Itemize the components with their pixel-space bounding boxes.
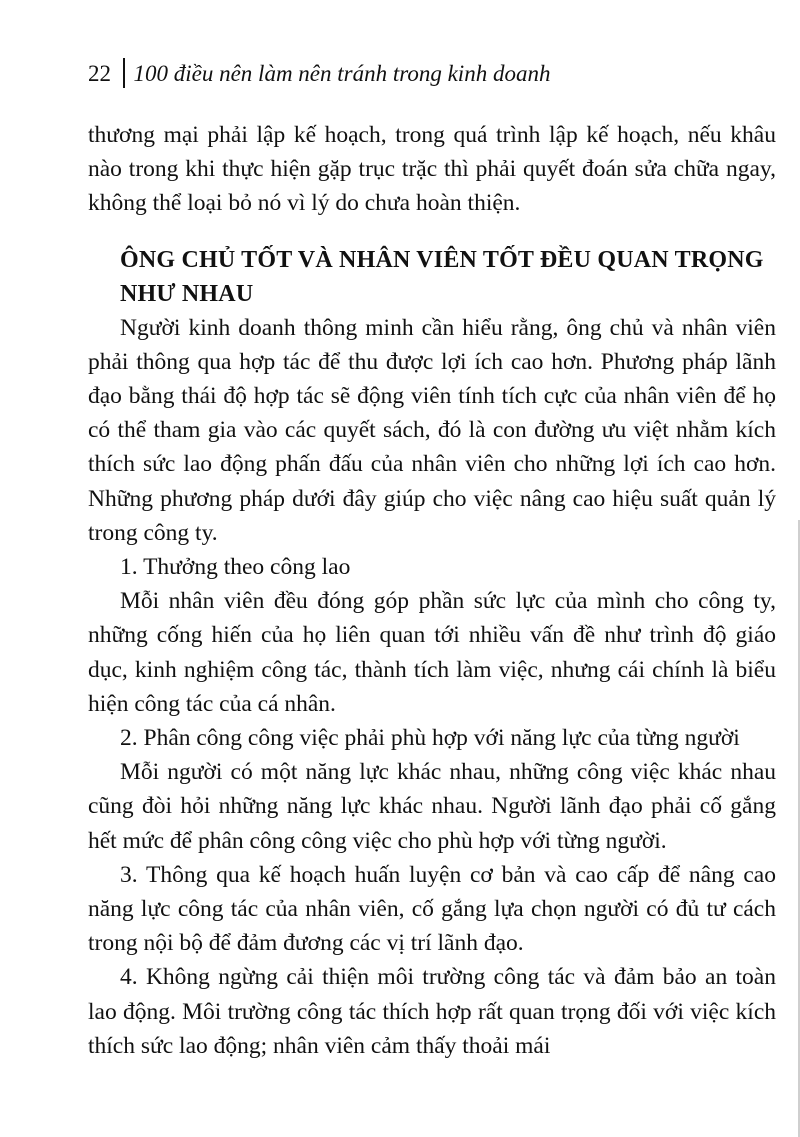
book-title: 100 điều nên làm nên tránh trong kinh doanh [133, 61, 551, 86]
running-header [88, 58, 550, 89]
page-body [88, 118, 776, 1063]
section-paragraph: Người kinh doanh thông minh cần hiểu rằng, ông chủ và nhân viên phải thông qua hợp tác để thu được lợi ích cao hơn. Phương pháp lãnh đạo bằng thái độ hợp tác sẽ động viên tính tích cực của nhân viên để họ có thể tham gia vào các quyết sách, đó là con đường ưu việt nhằm kích thích sức lao động phấn đấu của nhân viên cho những lợi ích cao hơn. Những phương pháp dưới đây giúp cho việc nâng cao hiệu suất quản lý trong công ty. [88, 314, 776, 546]
page-number: 22 [88, 61, 111, 86]
item-2-title: 2. Phân công công việc phải phù hợp với năng lực của từng người [120, 725, 740, 752]
section-heading: ÔNG CHỦ TỐT VÀ NHÂN VIÊN TỐT ĐỀU QUAN TRỌNG NHƯ NHAU [120, 246, 764, 307]
intro-paragraph: thương mại phải lập kế hoạch, trong quá trình lập kế hoạch, nếu khâu nào trong khi thực hiện gặp trục trặc thì phải quyết đoán sửa chữa ngay, không thể loại bỏ nó vì lý do chưa hoàn thiện. [88, 122, 776, 217]
item-2-text: Mỗi người có một năng lực khác nhau, những công việc khác nhau cũng đòi hỏi những năng lực khác nhau. Người lãnh đạo phải cố gắng hết mức để phân công công việc cho phù hợp với từng người. [88, 759, 776, 854]
item-1-title: 1. Thưởng theo công lao [120, 554, 351, 581]
item-4-text: 4. Không ngừng cải thiện môi trường công tác và đảm bảo an toàn lao động. Môi trường công tác thích hợp rất quan trọng đối với việc kích thích sức lao động; nhân viên cảm thấy thoải mái [88, 964, 776, 1059]
item-3-text: 3. Thông qua kế hoạch huấn luyện cơ bản và cao cấp để nâng cao năng lực công tác của nhân viên, cố gắng lựa chọn người có đủ tư cách trong nội bộ để đảm đương các vị trí lãnh đạo. [88, 861, 776, 957]
header-divider [123, 58, 125, 88]
item-1-text: Mỗi nhân viên đều đóng góp phần sức lực của mình cho công ty, những cống hiến của họ liên quan tới nhiều vấn đề như trình độ giáo dục, kinh nghiệm công tác, thành tích làm việc, nhưng cái chính là biểu hiện công tác của cá nhân. [88, 588, 776, 717]
